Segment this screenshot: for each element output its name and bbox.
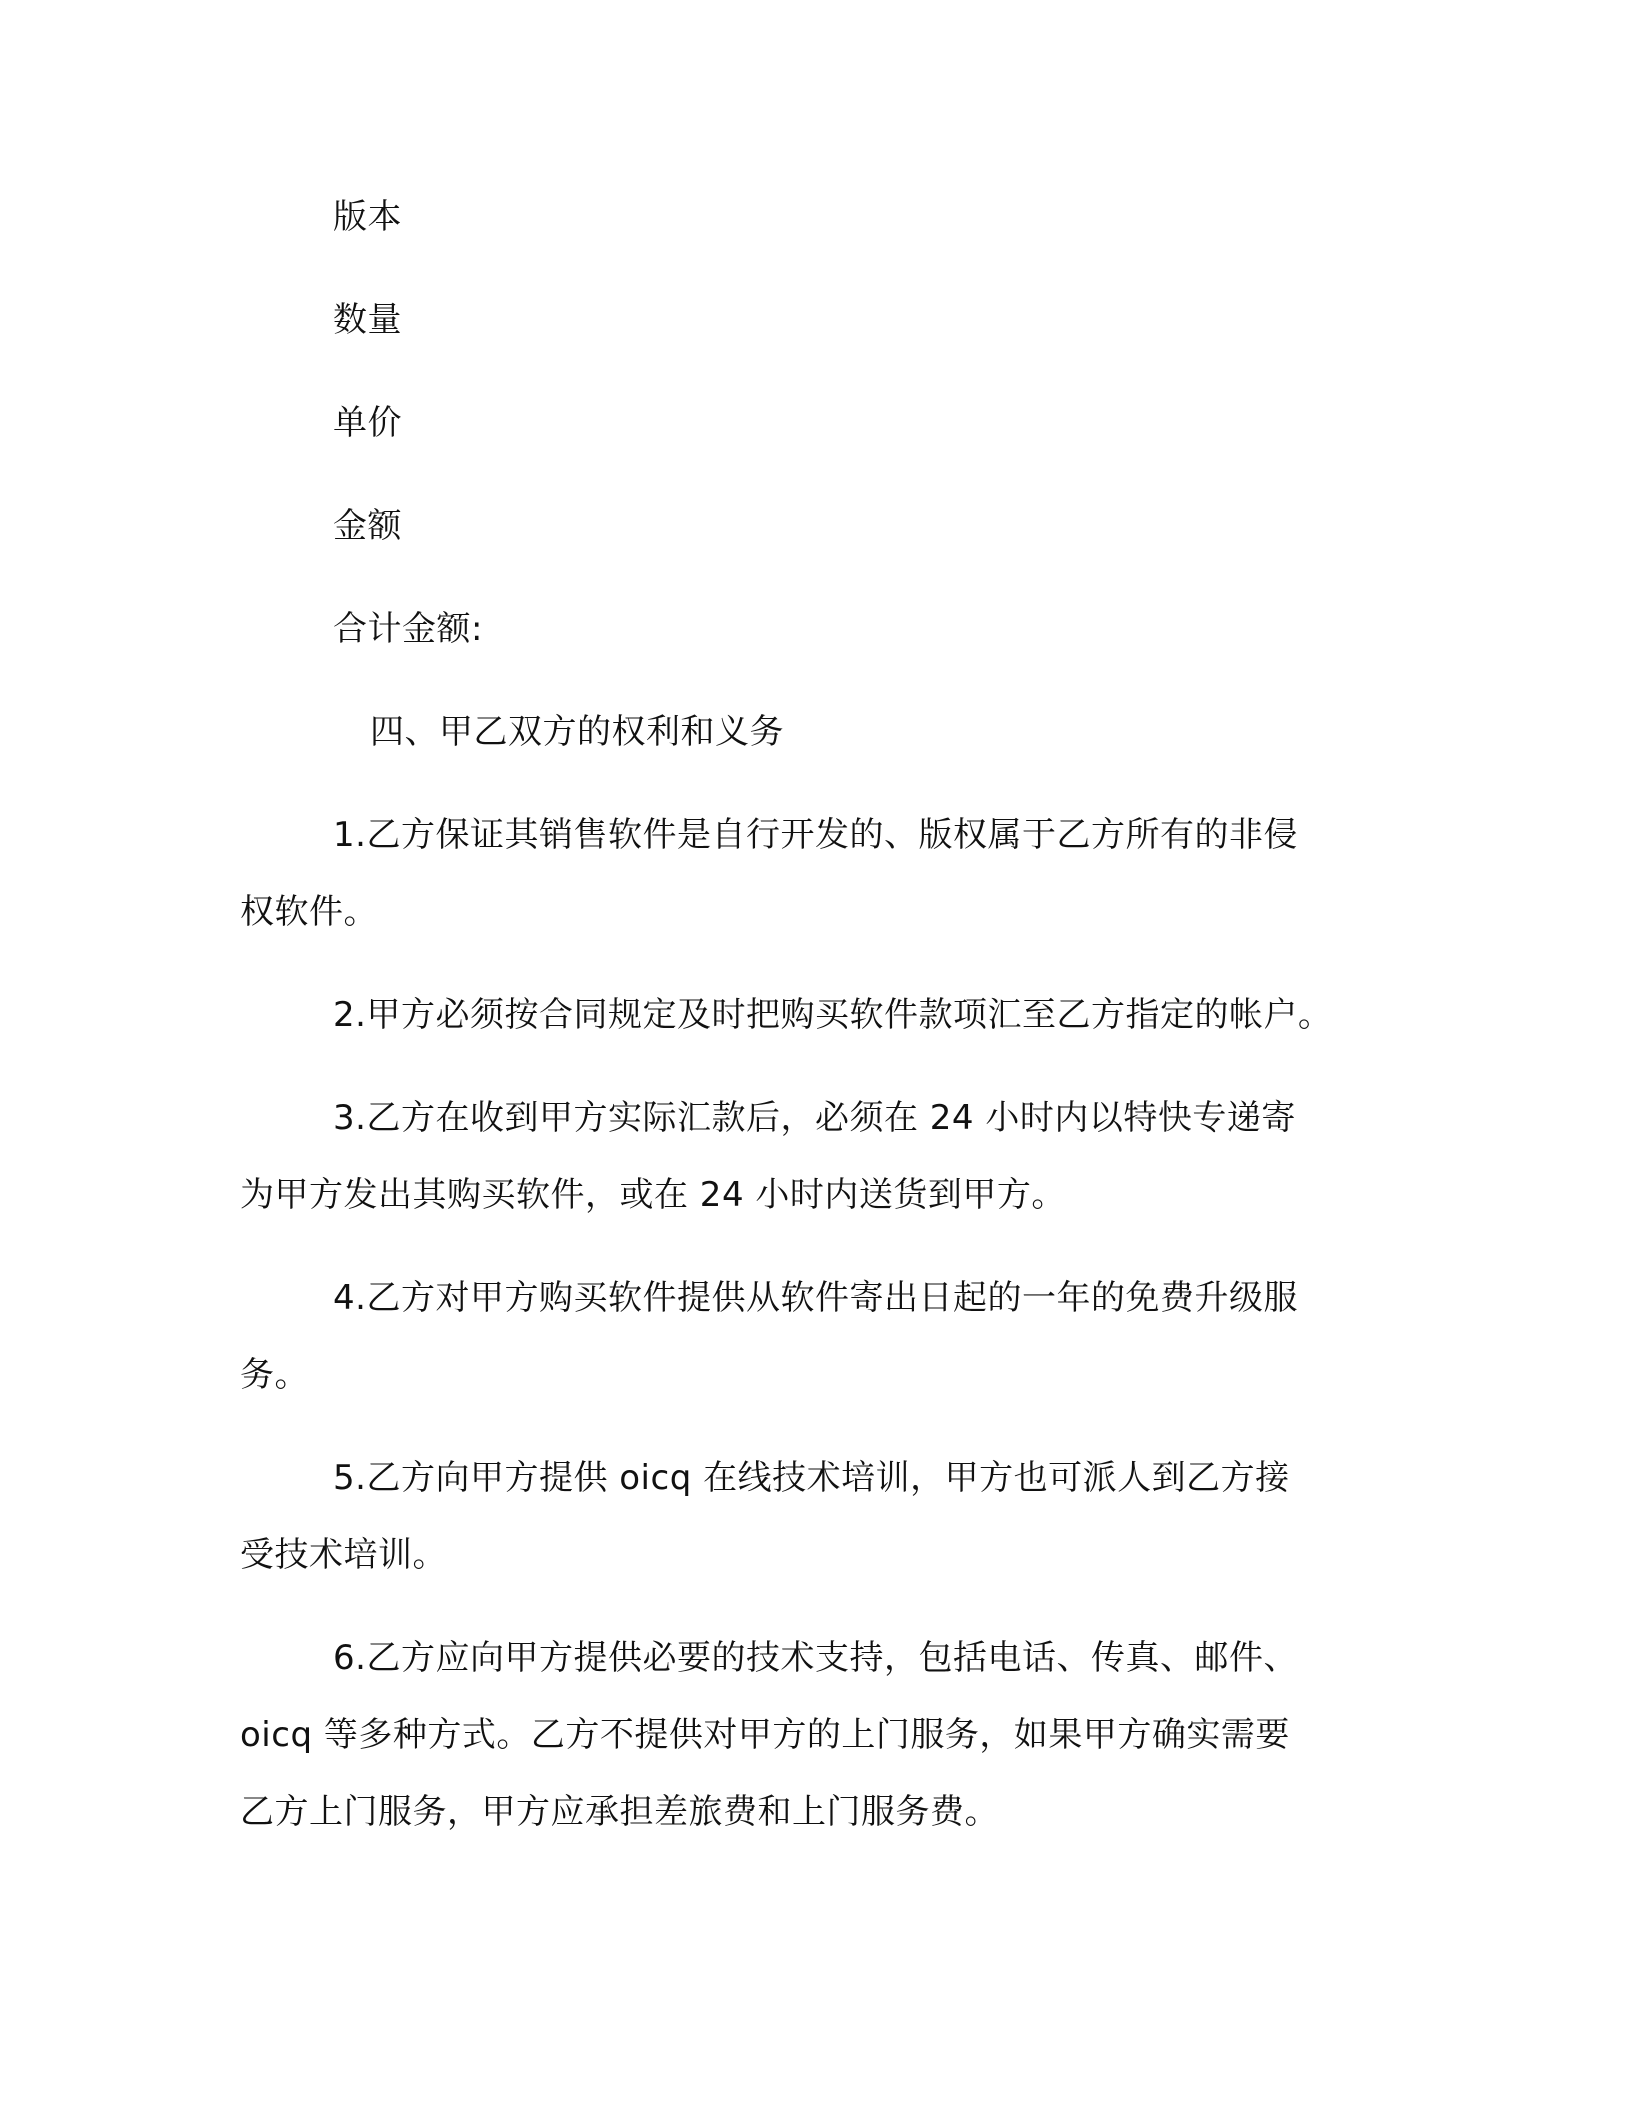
clause-line: 1.乙方保证其销售软件是自行开发的、版权属于乙方所有的非侵 — [333, 815, 1298, 855]
field-version: 版本 — [333, 197, 402, 237]
field-unit-price: 单价 — [333, 403, 402, 443]
field-quantity: 数量 — [333, 300, 402, 340]
clause-line: 乙方上门服务，甲方应承担差旅费和上门服务费。 — [240, 1792, 999, 1832]
clause-line: 受技术培训。 — [240, 1535, 447, 1575]
field-amount: 金额 — [333, 506, 402, 546]
section-heading: 四、甲乙双方的权利和义务 — [370, 712, 784, 752]
field-total-amount: 合计金额: — [333, 609, 483, 649]
clause-line: oicq 等多种方式。乙方不提供对甲方的上门服务，如果甲方确实需要 — [240, 1715, 1290, 1755]
clause-line: 为甲方发出其购买软件，或在 24 小时内送货到甲方。 — [240, 1175, 1066, 1215]
clause-line: 4.乙方对甲方购买软件提供从软件寄出日起的一年的免费升级服 — [333, 1278, 1298, 1318]
clause-line: 6.乙方应向甲方提供必要的技术支持，包括电话、传真、邮件、 — [333, 1638, 1298, 1678]
clause-line: 5.乙方向甲方提供 oicq 在线技术培训，甲方也可派人到乙方接 — [333, 1458, 1290, 1498]
clause-line: 务。 — [240, 1355, 309, 1395]
clause-line: 3.乙方在收到甲方实际汇款后，必须在 24 小时内以特快专递寄 — [333, 1098, 1296, 1138]
clause-line: 2.甲方必须按合同规定及时把购买软件款项汇至乙方指定的帐户。 — [333, 995, 1333, 1035]
clause-line: 权软件。 — [240, 892, 378, 932]
